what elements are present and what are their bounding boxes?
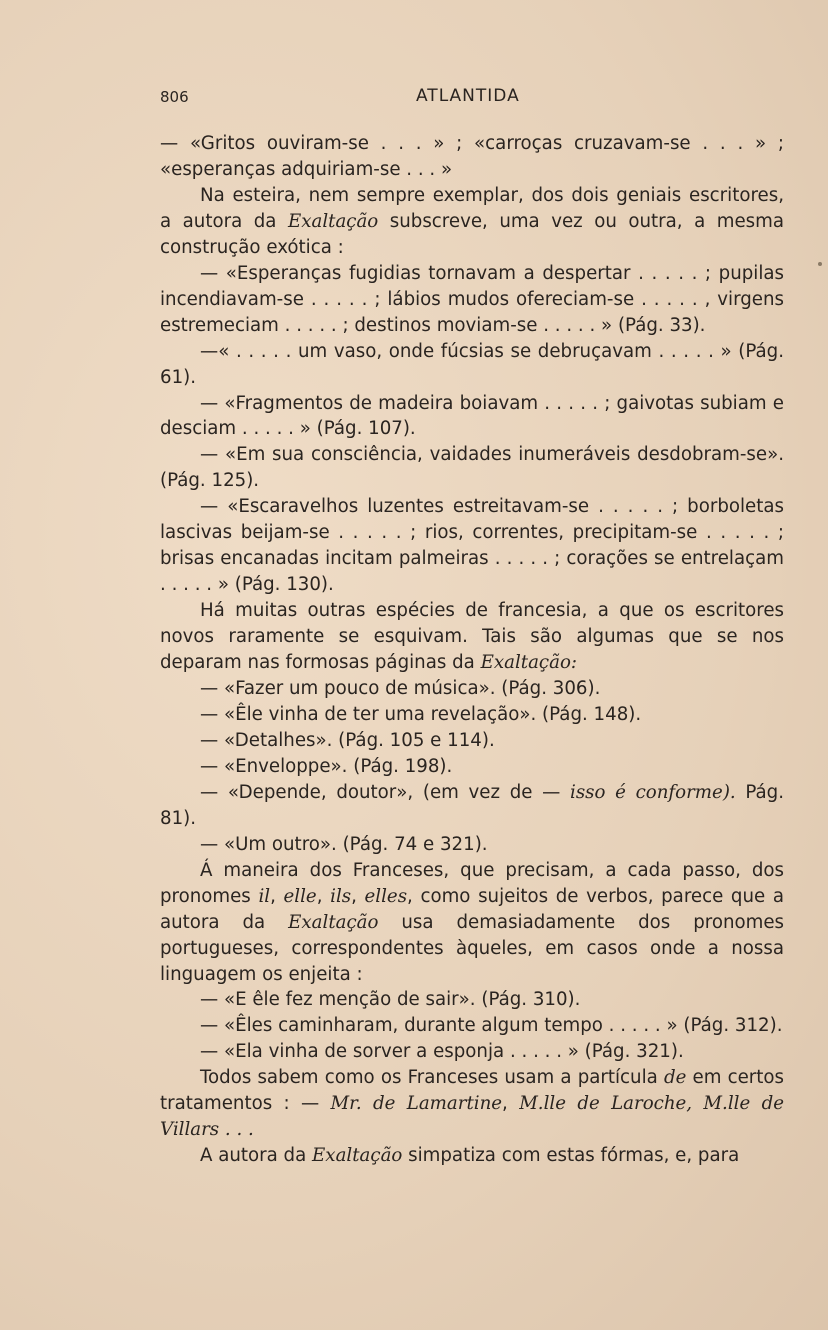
text-run: usa demasiadamente dos pronomes portugueses, correspondentes àqueles, em casos onde a nossa linguagem os enjeita :	[160, 911, 784, 985]
paragraph	[160, 780, 784, 832]
text-run: — «Fazer um pouco de música». (Pág. 306).	[200, 678, 601, 700]
paragraph	[160, 131, 784, 183]
text-run: — «Ela vinha de sorver a esponja . . . . . » (Pág. 321).	[200, 1041, 684, 1063]
paragraph	[160, 832, 784, 858]
page-number: 806	[160, 88, 189, 106]
text-run: ,	[270, 885, 284, 907]
italic-text: Exaltação:	[480, 652, 578, 674]
italic-text: il	[258, 885, 271, 907]
paragraph	[160, 676, 784, 702]
paragraph	[160, 183, 784, 261]
text-run: Pág. 81).	[160, 781, 785, 829]
italic-text: elles	[364, 885, 408, 907]
text-run: — «Depende, doutor», (em vez de —	[200, 781, 571, 803]
text-run: —« . . . . . um vaso, onde fúcsias se debruçavam . . . . . » (Pág. 61).	[160, 340, 784, 388]
italic-text: Exaltação	[288, 911, 379, 933]
body-text	[160, 131, 784, 1169]
text-run: — «Fragmentos de madeira boiavam . . . . . ; gaivotas subiam e desciam . . . . . » (Pág. 107).	[160, 392, 784, 440]
italic-text: M.lle de Laroche, M.lle de Villars . . .	[160, 1093, 784, 1141]
text-run: , como sujeitos de verbos, parece que a autora da	[160, 885, 784, 933]
italic-text: de	[663, 1067, 687, 1089]
paragraph	[160, 598, 784, 676]
italic-text: Mr. de Lamartine	[330, 1093, 503, 1115]
text-run: ,	[351, 885, 365, 907]
text-run: — «Detalhes». (Pág. 105 e 114).	[200, 729, 495, 751]
margin-speck	[818, 262, 822, 266]
text-run: — «Esperanças fugidias tornavam a despertar . . . . . ; pupilas incendiavam-se . . . . . ; lábios mudos ofereciam-se . . . . . , virgens estremeciam . . . . . ; destinos moviam-se . . . . . » (Pág. 33).	[160, 262, 784, 336]
text-run: Na esteira, nem sempre exemplar, dos dois geniais escritores, a autora da	[160, 184, 784, 232]
paragraph	[160, 728, 784, 754]
paragraph	[160, 391, 784, 443]
paragraph	[160, 1039, 784, 1065]
paragraph	[160, 442, 784, 494]
italic-text: Exaltação	[287, 210, 379, 232]
italic-text: elle	[283, 885, 317, 907]
text-run: — «Em sua consciência, vaidades inumeráveis desdobram-se». (Pág. 125).	[160, 444, 784, 492]
page-header	[160, 82, 780, 112]
paragraph	[160, 1143, 784, 1169]
paragraph	[160, 702, 784, 728]
paragraph	[160, 339, 784, 391]
text-run: — «E êle fez menção de sair». (Pág. 310).	[200, 989, 581, 1011]
text-run: — «Enveloppe». (Pág. 198).	[200, 755, 453, 777]
text-run: — «Êles caminharam, durante algum tempo . . . . . » (Pág. 312).	[200, 1015, 783, 1037]
text-run: em certos tratamentos : —	[160, 1067, 784, 1115]
italic-text: isso é conforme).	[570, 781, 736, 803]
text-run: ,	[502, 1093, 520, 1115]
paragraph	[160, 754, 784, 780]
text-run: — «Um outro». (Pág. 74 e 321).	[200, 833, 488, 855]
paragraph	[160, 1013, 784, 1039]
text-run: simpatiza com estas fórmas, e, para	[402, 1145, 740, 1167]
text-run: Á maneira dos Franceses, que precisam, a cada passo, dos pronomes	[160, 859, 784, 907]
paragraph	[160, 858, 784, 988]
paragraph	[160, 1065, 784, 1143]
paragraph	[160, 987, 784, 1013]
paragraph	[160, 494, 784, 598]
text-run: — «Êle vinha de ter uma revelação». (Pág. 148).	[200, 703, 642, 725]
text-run: Há muitas outras espécies de francesia, a que os escritores novos raramente se esquivam. Tais são algumas que se nos deparam nas formosas páginas da	[160, 600, 784, 674]
italic-text: Exaltação	[312, 1145, 403, 1167]
text-run: Todos sabem como os Franceses usam a partícula	[200, 1067, 664, 1089]
paragraph	[160, 261, 784, 339]
text-run: A autora da	[200, 1145, 313, 1167]
text-run: subscreve, uma vez ou outra, a mesma construção exótica :	[160, 210, 784, 258]
running-head: ATLANTIDA	[416, 86, 520, 106]
italic-text: ils	[330, 885, 352, 907]
text-run: — «Escaravelhos luzentes estreitavam-se . . . . . ; borboletas lascivas beijam-se . . . . . ; rios, correntes, precipitam-se . . . . . ; brisas encanadas incitam palmeiras . . . . . ; corações se entrelaçam . . . . . » (Pág. 130).	[160, 496, 784, 596]
text-run: ,	[316, 885, 331, 907]
text-run: — «Gritos ouviram-se . . . » ; «carroças cruzavam-se . . . » ; «esperanças adquiriam-se . . . »	[160, 133, 784, 180]
